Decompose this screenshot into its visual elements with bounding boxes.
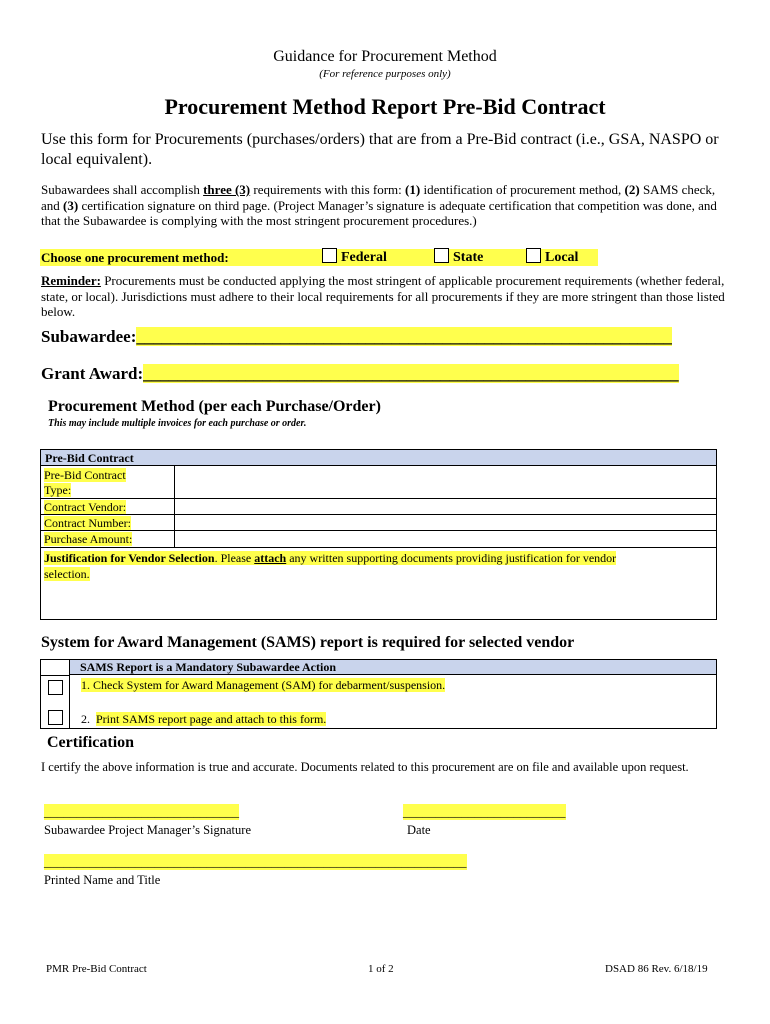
federal-label: Federal [341, 250, 387, 265]
subawardee-field[interactable] [41, 327, 721, 347]
reminder-label: Reminder: [41, 273, 101, 288]
req-1: (1) [405, 182, 421, 197]
justification-label: Justification for Vendor Selection [44, 551, 215, 565]
req-text-a: Subawardees shall accomplish [41, 182, 204, 197]
contract-type-label-line2: Type: [44, 483, 72, 497]
row-divider [41, 675, 70, 676]
reference-note: (For reference purposes only) [319, 68, 451, 80]
federal-option[interactable] [322, 248, 387, 266]
state-label: State [453, 250, 484, 265]
date-line[interactable]: _________________________ [403, 804, 566, 819]
signature-label: Subawardee Project Manager’s Signature [44, 823, 251, 837]
sams-table-header: SAMS Report is a Mandatory Subawardee Action [70, 660, 716, 675]
page-number: 1 of 2 [368, 963, 394, 975]
subawardee-label: Subawardee: [41, 327, 137, 346]
contract-type-label [44, 468, 126, 498]
req-text-c: identification of procurement method, [420, 182, 625, 197]
justification-text-c: selection. [44, 567, 90, 581]
purchase-amount-input[interactable] [175, 531, 715, 547]
req-three: three (3) [203, 182, 251, 197]
req-text-b: requirements with this form: [250, 182, 406, 197]
sams-item-check [81, 678, 445, 693]
printed-name-line[interactable]: _________________________________________________________________ [44, 854, 467, 869]
prebid-contract-table [40, 449, 717, 620]
contract-vendor-input[interactable] [175, 499, 715, 514]
state-option[interactable] [434, 248, 483, 266]
subawardee-line[interactable]: _______________________________________________________________ [136, 327, 672, 346]
sams-item-print-text: Print SAMS report page and attach to this form. [96, 712, 327, 726]
sams-heading: System for Award Management (SAMS) report is required for selected vendor [41, 634, 575, 651]
req-text-d: SAMS check, and [41, 182, 716, 213]
justification-text[interactable] [44, 550, 712, 582]
sams-item-print-num: 2. [81, 712, 90, 726]
sams-item-print [81, 712, 326, 727]
usage-instructions: Use this form for Procurements (purchases/orders) that are from a Pre-Bid contract (i.e., GSA, NASPO or local equivalent). [41, 131, 719, 168]
signature-line[interactable]: ______________________________ [44, 804, 239, 819]
federal-checkbox[interactable] [322, 248, 337, 263]
footer-revision: DSAD 86 Rev. 6/18/19 [605, 963, 708, 975]
local-label: Local [545, 250, 579, 265]
local-option[interactable] [526, 248, 578, 266]
contract-vendor-text: Contract Vendor: [44, 500, 127, 514]
sams-check-checkbox[interactable] [48, 680, 63, 695]
reminder-text: Procurements must be conducted applying the most stringent of applicable procurement requirements (whether federal, state, or local). Jurisdictions must adhere to their local requirements for all procurements if they are more stringent than those listed below. [41, 273, 725, 319]
contract-vendor-label [44, 500, 126, 514]
justification-text-a: . Please [214, 551, 255, 565]
certification-heading: Certification [47, 734, 135, 751]
reminder-paragraph [41, 273, 731, 320]
procurement-method-heading: Procurement Method (per each Purchase/Order) [48, 398, 381, 415]
grant-award-line[interactable]: _______________________________________________________________ [143, 364, 679, 383]
contract-type-label-line1: Pre-Bid Contract [44, 468, 126, 482]
grant-award-label: Grant Award: [41, 364, 144, 383]
contract-number-text: Contract Number: [44, 516, 131, 530]
footer-form-name: PMR Pre-Bid Contract [46, 963, 147, 975]
purchase-amount-text: Purchase Amount: [44, 532, 133, 546]
printed-name-label: Printed Name and Title [44, 873, 161, 887]
method-label: Choose one procurement method: [41, 250, 229, 265]
procurement-method-note: This may include multiple invoices for each purchase or order. [48, 418, 307, 429]
req-2: (2) [624, 182, 640, 197]
attach-word: attach [254, 551, 287, 565]
contract-type-input[interactable] [175, 467, 715, 498]
certification-text: I certify the above information is true and accurate. Documents related to this procurement are on file and available upon request. [41, 760, 689, 774]
page-title: Procurement Method Report Pre-Bid Contract [164, 94, 606, 119]
contract-number-input[interactable] [175, 515, 715, 530]
req-text-e: certification signature on third page. (Project Manager’s signature is adequate certification that competition was done, and that the Subawardee is complying with the most stringent procurement procedures.) [41, 197, 717, 228]
prebid-table-header: Pre-Bid Contract [41, 450, 716, 466]
sams-table [40, 659, 717, 729]
justification-text-b: any written supporting documents providing justification for vendor [286, 551, 617, 565]
sams-print-checkbox[interactable] [48, 710, 63, 725]
purchase-amount-label [44, 532, 132, 546]
requirements-paragraph [41, 182, 731, 229]
sams-item-check-text: 1. Check System for Award Management (SAM) for debarment/suspension. [81, 678, 446, 692]
grant-award-field[interactable] [41, 364, 721, 384]
row-divider [41, 547, 716, 548]
state-checkbox[interactable] [434, 248, 449, 263]
req-3: (3) [63, 197, 79, 213]
local-checkbox[interactable] [526, 248, 541, 263]
contract-number-label [44, 516, 131, 530]
guidance-heading: Guidance for Procurement Method [273, 48, 497, 65]
date-label: Date [407, 823, 431, 837]
